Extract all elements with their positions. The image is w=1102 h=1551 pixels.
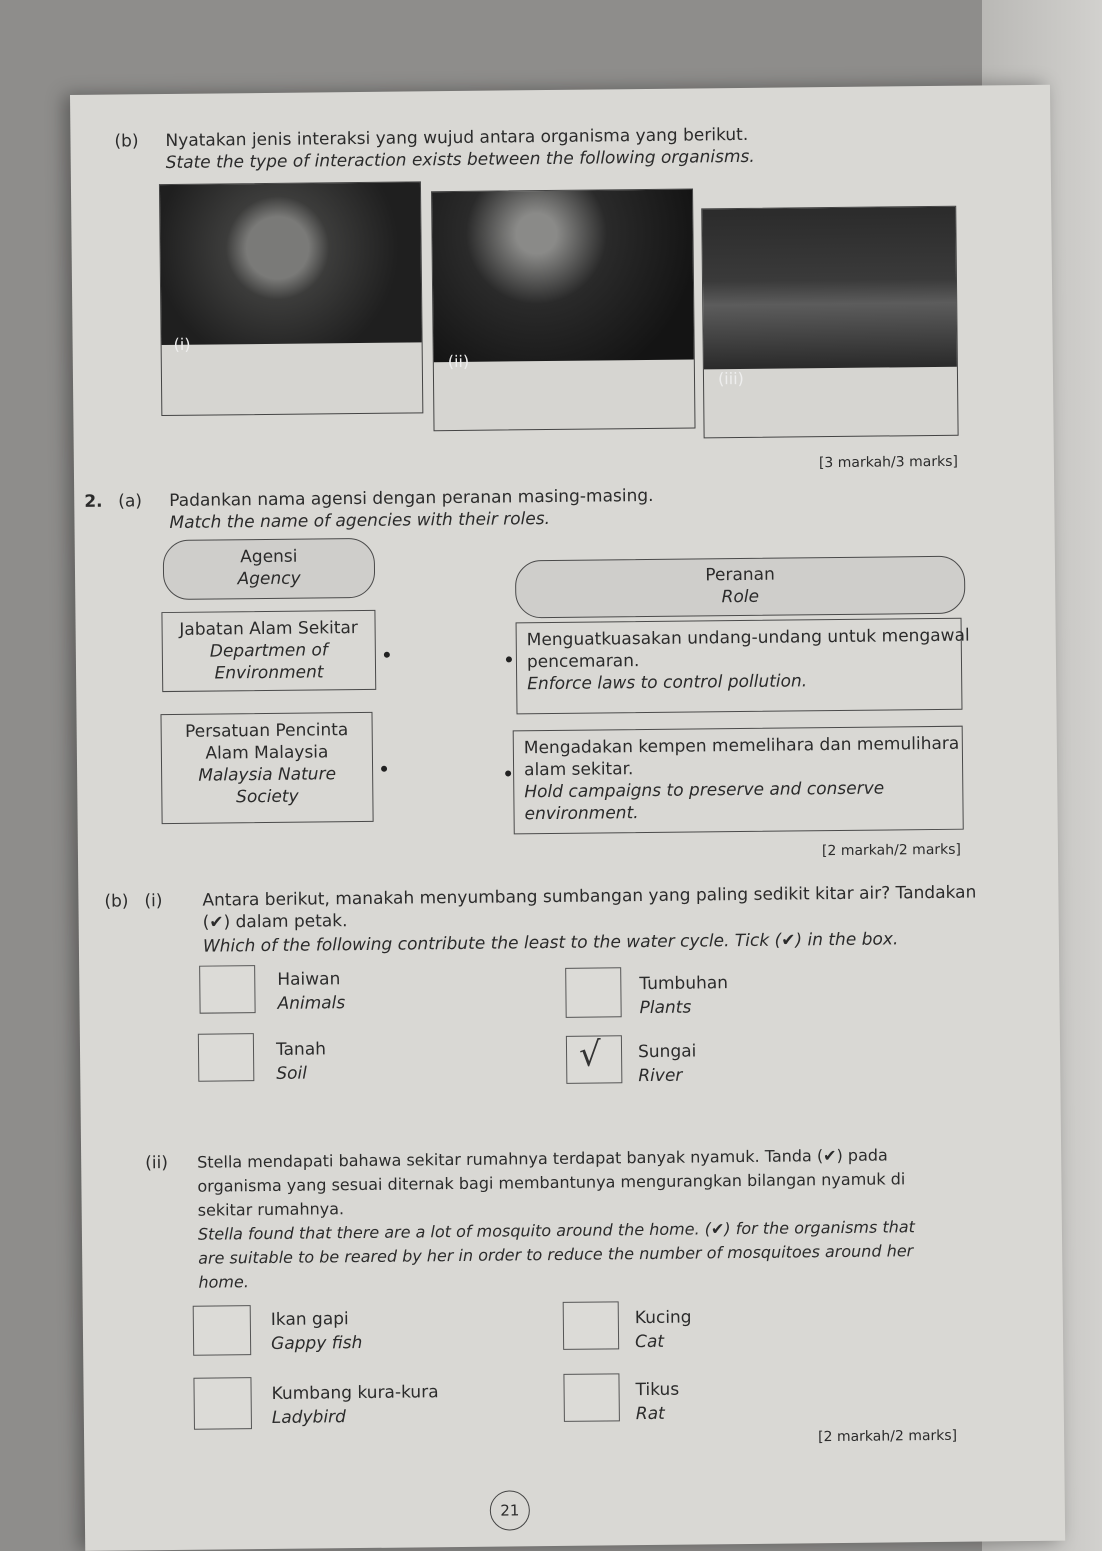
- option-river-ms: Sungai: [637, 1041, 697, 1063]
- match-dot-agency2[interactable]: [381, 766, 387, 772]
- photo-shark-remora: [701, 206, 958, 439]
- q2a-label: (a): [118, 491, 143, 512]
- role2-ms-line2: alam sekitar.: [523, 759, 634, 781]
- checkbox-cat[interactable]: [563, 1301, 619, 1350]
- role1-en: Enforce laws to control pollution.: [527, 671, 808, 695]
- option-ladybird-en: Ladybird: [271, 1407, 347, 1428]
- q2b1-question-en: Which of the following contribute the least to the water cycle. Tick (✔) in the box.: [202, 929, 899, 957]
- worksheet-page: [70, 85, 1065, 1551]
- q2a-question-ms: Padankan nama agensi dengan peranan masing-masing.: [169, 485, 654, 511]
- option-river-en: River: [638, 1065, 683, 1087]
- q1b-question-ms: Nyatakan jenis interaksi yang wujud antara organisma yang berikut.: [165, 124, 749, 152]
- checkbox-river[interactable]: [566, 1035, 622, 1084]
- option-plants-ms: Tumbuhan: [639, 973, 729, 995]
- q2b1-question-ms-line2: (✔) dalam petak.: [202, 911, 348, 933]
- page-number: 21: [490, 1490, 530, 1530]
- option-cat-en: Cat: [634, 1331, 665, 1353]
- match-dot-role2[interactable]: [505, 770, 511, 776]
- q2b2-question-en-line2: are suitable to be reared by her in order to reduce the number of mosquitoes around her: [198, 1241, 914, 1268]
- agency2-ms-line2: Alam Malaysia: [205, 742, 329, 764]
- option-animals-ms: Haiwan: [277, 969, 341, 990]
- photo-lion-kill-image: [432, 189, 694, 362]
- q2b2-sub: (ii): [145, 1153, 169, 1174]
- q2b1-sub: (i): [144, 891, 163, 912]
- header-agency-ms: Agensi: [240, 546, 298, 568]
- agency-box-environment: [161, 610, 376, 692]
- option-rat-ms: Tikus: [635, 1379, 680, 1401]
- checkbox-soil[interactable]: [198, 1033, 254, 1082]
- checkbox-rat[interactable]: [563, 1373, 619, 1422]
- option-ladybird-ms: Kumbang kura-kura: [271, 1382, 439, 1404]
- q2b2-question-en-line1: Stella found that there are a lot of mosquito around the home. (✔) for the organisms that: [197, 1217, 915, 1244]
- agency2-en-line2: Society: [236, 786, 299, 808]
- checkbox-guppy-fish[interactable]: [193, 1305, 252, 1356]
- q2b2-question-ms-line3: sekitar rumahnya.: [197, 1199, 345, 1220]
- header-role-en: Role: [721, 586, 760, 608]
- photo-label-iii: (iii): [717, 368, 744, 389]
- role2-en-line1: Hold campaigns to preserve and conserve: [524, 778, 885, 803]
- option-rat-en: Rat: [635, 1403, 665, 1425]
- q1b-marks: [3 markah/3 marks]: [818, 453, 958, 472]
- q2b1-question-ms-line1: Antara berikut, manakah menyumbang sumbangan yang paling sedikit kitar air? Tandakan: [202, 882, 977, 911]
- header-role: [515, 556, 966, 619]
- photo-lion-kill: [431, 188, 695, 431]
- photo-rafflesia-image: [160, 182, 422, 345]
- q2b2-question-ms-line2: organisma yang sesuai diternak bagi membantunya mengurangkan bilangan nyamuk di: [197, 1169, 906, 1196]
- checkbox-animals[interactable]: [199, 965, 255, 1014]
- role2-ms-line1: Mengadakan kempen memelihara dan memulihara: [523, 733, 960, 759]
- checkbox-plants[interactable]: [565, 967, 622, 1018]
- q2b-label: (b): [104, 891, 129, 912]
- role-box-campaigns: [513, 726, 964, 835]
- photo-label-i: (i): [173, 334, 191, 354]
- option-guppy-ms: Ikan gapi: [270, 1309, 349, 1330]
- q2b2-question-ms-line1: Stella mendapati bahawa sekitar rumahnya terdapat banyak nyamuk. Tanda (✔) pada: [197, 1145, 888, 1172]
- role1-ms-line1: Menguatkuasakan undang-undang untuk mengawal: [526, 625, 970, 651]
- match-dot-role1[interactable]: [506, 656, 512, 662]
- role2-en-line2: environment.: [524, 803, 639, 825]
- q1b-question-en: State the type of interaction exists between the following organisms.: [165, 146, 755, 174]
- option-plants-en: Plants: [639, 997, 692, 1019]
- photo-label-ii: (ii): [447, 351, 470, 372]
- agency1-ms: Jabatan Alam Sekitar: [179, 618, 358, 640]
- option-guppy-en: Gappy fish: [270, 1333, 363, 1354]
- header-role-ms: Peranan: [705, 564, 775, 586]
- match-dot-agency1[interactable]: [384, 652, 390, 658]
- role1-ms-line2: pencemaran.: [526, 651, 640, 673]
- agency2-en-line1: Malaysia Nature: [198, 764, 337, 786]
- header-agency-en: Agency: [237, 568, 301, 590]
- option-soil-ms: Tanah: [275, 1039, 327, 1060]
- agency-box-nature-society: [160, 712, 373, 824]
- q1b-label: (b): [114, 131, 139, 152]
- q2a-question-en: Match the name of agencies with their roles.: [169, 508, 551, 533]
- q2b2-question-en-line3: home.: [198, 1272, 249, 1292]
- agency1-en-line1: Departmen of: [209, 640, 328, 662]
- agency1-en-line2: Environment: [214, 662, 324, 684]
- option-soil-en: Soil: [276, 1063, 308, 1084]
- q2a-marks: [2 markah/2 marks]: [821, 841, 962, 860]
- photo-rafflesia: [159, 181, 423, 416]
- option-cat-ms: Kucing: [634, 1307, 692, 1329]
- agency2-ms-line1: Persatuan Pencinta: [184, 720, 349, 742]
- role-box-enforce: [516, 618, 970, 715]
- photo-shark-remora-image: [702, 207, 957, 370]
- checkbox-ladybird[interactable]: [193, 1377, 252, 1430]
- tick-mark: √: [578, 1034, 601, 1075]
- q2-number: 2.: [84, 491, 103, 512]
- header-agency: [163, 538, 376, 600]
- q2b2-marks: [2 markah/2 marks]: [818, 1427, 958, 1446]
- option-animals-en: Animals: [277, 993, 346, 1014]
